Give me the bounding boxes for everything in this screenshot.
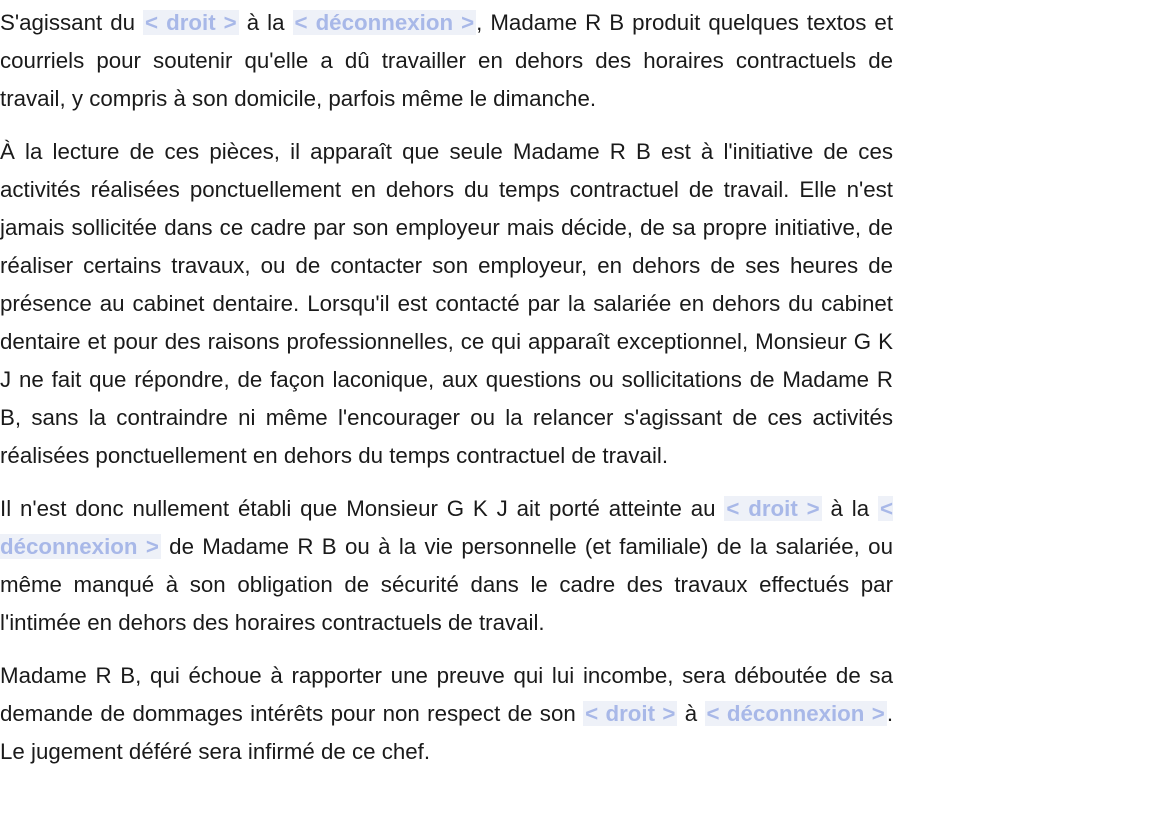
paragraph-text: À la lecture de ces pièces, il apparaît que seule Madame R B est à l'initiative de ces activités réalisées ponctuellement en dehors du temps contractuel de travail. Elle n'est jamais sollicitée dans ce cadre par son employeur mais décide, de sa propre initiative, de réaliser certains travaux, ou de contacter son employeur, en dehors de ses heures de présence au cabinet dentaire. Lorsqu'il est contacté par la salariée en dehors du cabinet dentaire et pour des raisons professionnelles, ce qui apparaît exceptionnel, Monsieur G K J ne fait que répondre, de façon laconique, aux questions ou sollicitations de Madame R B, sans la contraindre ni même l'encourager ou la relancer s'agissant de ces activités réalisées ponctuellement en dehors du temps contractuel de travail. [0,139,893,468]
paragraph [0,490,893,642]
paragraph-text: Madame R B, qui échoue à rapporter une preuve qui lui incombe, sera déboutée de sa demande de dommages intérêts pour non respect de son [0,663,893,726]
paragraph-text: Il n'est donc nullement établi que Monsieur G K J ait porté atteinte au [0,496,725,521]
paragraph-text: à la [238,10,293,35]
document-body [0,4,893,786]
highlighted-term: < droit > [145,10,237,35]
highlighted-term: < droit > [726,496,820,521]
highlighted-term: < déconnexion > [294,10,475,35]
highlighted-term: < déconnexion > [0,496,893,559]
paragraph-text: . Le jugement déféré sera infirmé de ce chef. [0,701,894,764]
highlighted-term: < déconnexion > [706,701,885,726]
paragraph [0,133,893,475]
paragraph-text: à [677,701,705,726]
paragraph [0,4,893,118]
paragraph-text: de Madame R B ou à la vie personnelle (et familiale) de la salariée, ou même manqué à son obligation de sécurité dans le cadre des travaux effectués par l'intimée en dehors des horaires contractuels de travail. [0,534,893,635]
paragraph [0,657,893,771]
paragraph-text: à la [821,496,878,521]
paragraph-text: , Madame R B produit quelques textos et courriels pour soutenir qu'elle a dû travailler en dehors des horaires contractuels de travail, y compris à son domicile, parfois même le dimanche. [0,10,894,111]
paragraph-text: S'agissant du [0,10,144,35]
highlighted-term: < droit > [585,701,676,726]
